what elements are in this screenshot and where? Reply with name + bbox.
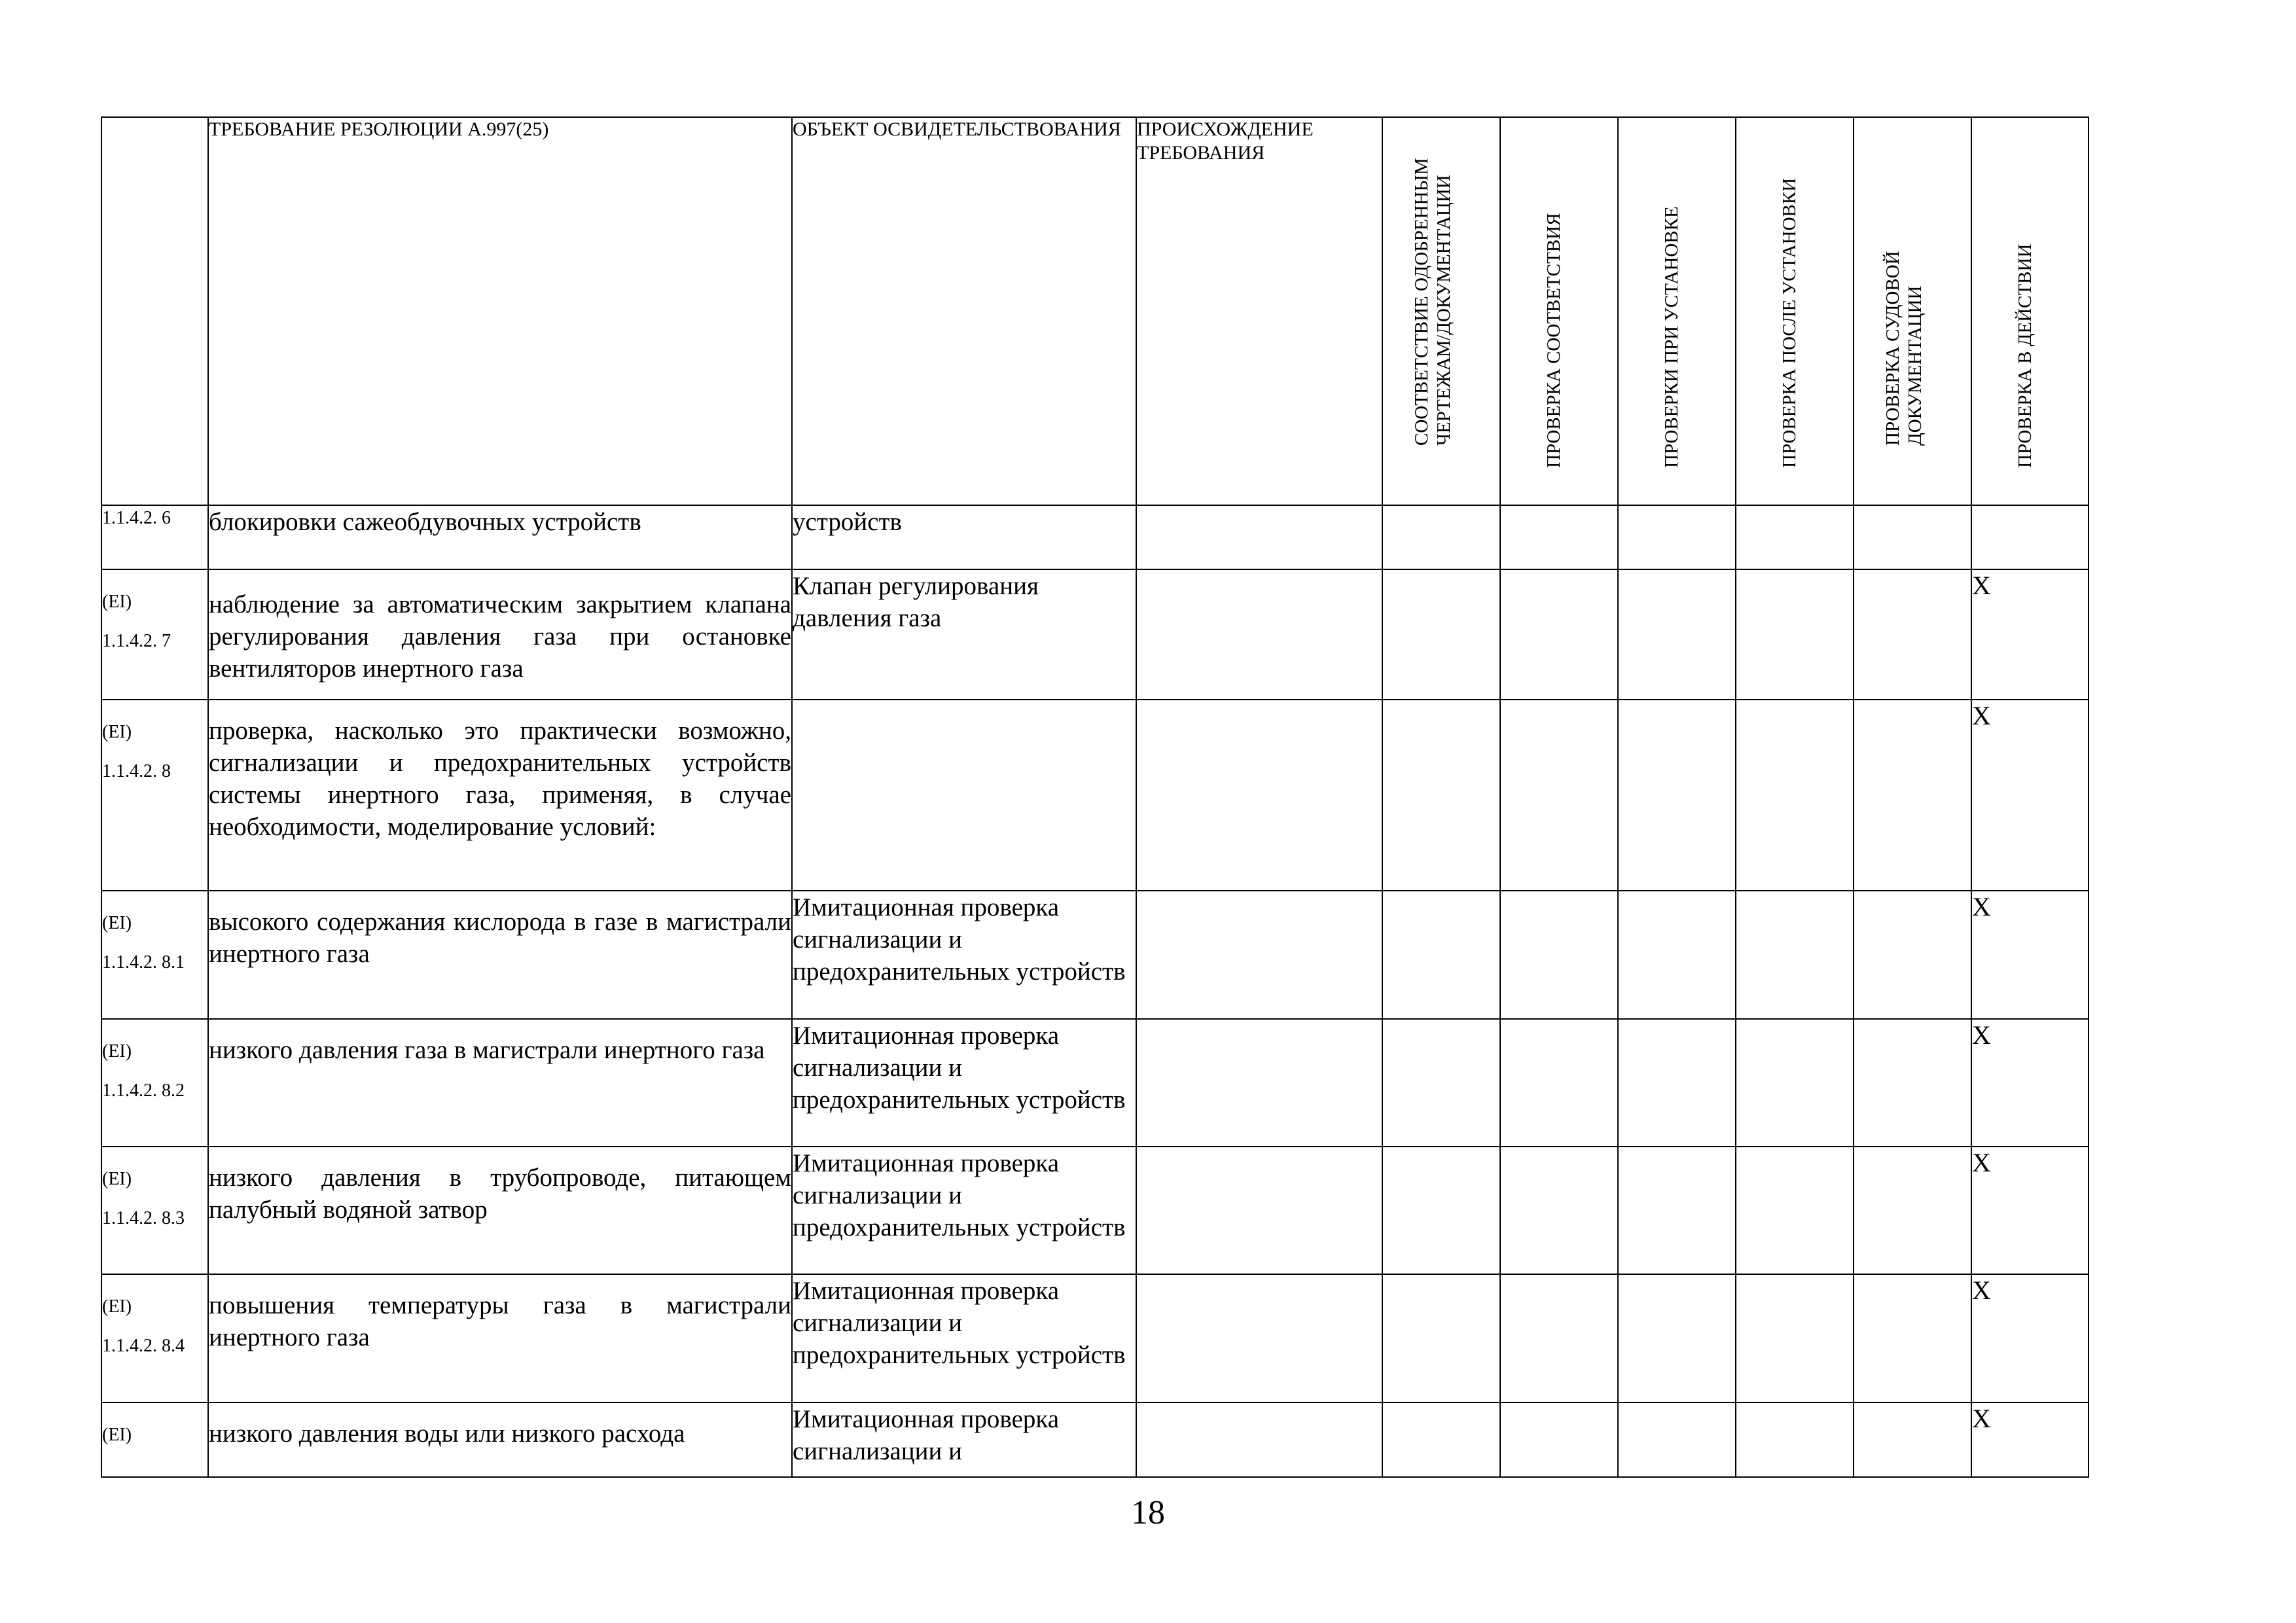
row-object [792,700,1136,891]
row-number: (EI) 1.1.4.2. 8.4 [101,1274,208,1402]
ei-label: (EI) [102,913,132,934]
header-requirement: ТРЕБОВАНИЕ РЕЗОЛЮЦИИ А.997(25) [208,117,792,505]
header-number-cell [101,117,208,505]
ei-label: (EI) [102,721,132,742]
header-compliance [1382,117,1500,505]
row-requirement: низкого давления газа в магистрали инертного газа [208,1019,792,1147]
header-ship-docs-line2: ДОКУМЕНТАЦИИ [1905,285,1926,446]
header-compliance-line2: ЧЕРТЕЖАМ/ДОКУМЕНТАЦИИ [1433,175,1454,446]
row-mark: X [1971,1402,2089,1477]
table-row [101,1274,2089,1402]
ei-label: (EI) [102,1041,132,1061]
row-object: Имитационная проверка сигнализации и предохранительных устройств [792,1147,1136,1274]
table-row [101,505,2089,569]
row-number [101,1402,208,1477]
row-mark: X [1971,569,2089,699]
row-object: Имитационная проверка сигнализации и предохранительных устройств [792,1019,1136,1147]
row-object: Клапан регулирования давления газа [792,569,1136,699]
row-requirement: низкого давления в трубопроводе, питающем палубный водяной затвор [208,1147,792,1274]
header-ship-docs-line1: ПРОВЕРКА СУДОВОЙ [1882,251,1903,446]
table-row [101,1019,2089,1147]
row-object: Имитационная проверка сигнализации и предохранительных устройств [792,891,1136,1018]
page-number: 18 [1131,1494,1165,1531]
row-number: (EI) 1.1.4.2. 7 [101,569,208,699]
row-number: 1.1.4.2. 6 [101,505,208,569]
table-row [101,700,2089,891]
header-ship-docs [1854,117,1971,505]
row-number: (EI) 1.1.4.2. 8.1 [101,891,208,1018]
table-row [101,891,2089,1018]
row-requirement: высокого содержания кислорода в газе в магистрали инертного газа [208,891,792,1018]
row-requirement: повышения температуры газа в магистрали инертного газа [208,1274,792,1402]
row-requirement: проверка, насколько это практически возможно, сигнализации и предохранительных устройств системы инертного газа, применяя, в случае необходимости, моделирование условий: [208,700,792,891]
table-row [101,569,2089,699]
row-mark: X [1971,1019,2089,1147]
row-number: (EI) 1.1.4.2. 8.3 [101,1147,208,1274]
ei-label: (EI) [102,1424,132,1445]
table-row [101,1402,2089,1477]
row-mark: X [1971,700,2089,891]
row-requirement: низкого давления воды или низкого расхода [208,1402,792,1477]
row-object: Имитационная проверка сигнализации и предохранительных устройств [792,1274,1136,1402]
header-row [101,117,2089,505]
row-mark: X [1971,891,2089,1018]
ei-label: (EI) [102,1296,132,1317]
header-object: ОБЪЕКТ ОСВИДЕТЕЛЬСТВОВАНИЯ [792,117,1136,505]
row-requirement: наблюдение за автоматическим закрытием клапана регулирования давления газа при остановке вентиляторов инертного газа [208,569,792,699]
header-install-check: ПРОВЕРКИ ПРИ УСТАНОВКЕ [1618,117,1736,505]
header-operation-check: ПРОВЕРКА В ДЕЙСТВИИ [1971,117,2089,505]
row-object: устройств [792,505,1136,569]
ei-label: (EI) [102,592,132,613]
row-mark: X [1971,1147,2089,1274]
row-mark: X [1971,1274,2089,1402]
header-post-install-check: ПРОВЕРКА ПОСЛЕ УСТАНОВКИ [1736,117,1854,505]
row-number: (EI) 1.1.4.2. 8 [101,700,208,891]
header-conformity-check: ПРОВЕРКА СООТВЕТСТВИЯ [1500,117,1618,505]
requirements-table [101,116,2089,1478]
table-row [101,1147,2089,1274]
ei-label: (EI) [102,1169,132,1190]
row-number: (EI) 1.1.4.2. 8.2 [101,1019,208,1147]
row-requirement: блокировки сажеобдувочных устройств [208,505,792,569]
header-compliance-line1: СООТВЕТСТВИЕ ОДОБРЕННЫМ [1411,158,1432,446]
row-object: Имитационная проверка сигнализации и [792,1402,1136,1477]
row-mark [1971,505,2089,569]
header-origin: ПРОИСХОЖДЕНИЕ ТРЕБОВАНИЯ [1136,117,1382,505]
